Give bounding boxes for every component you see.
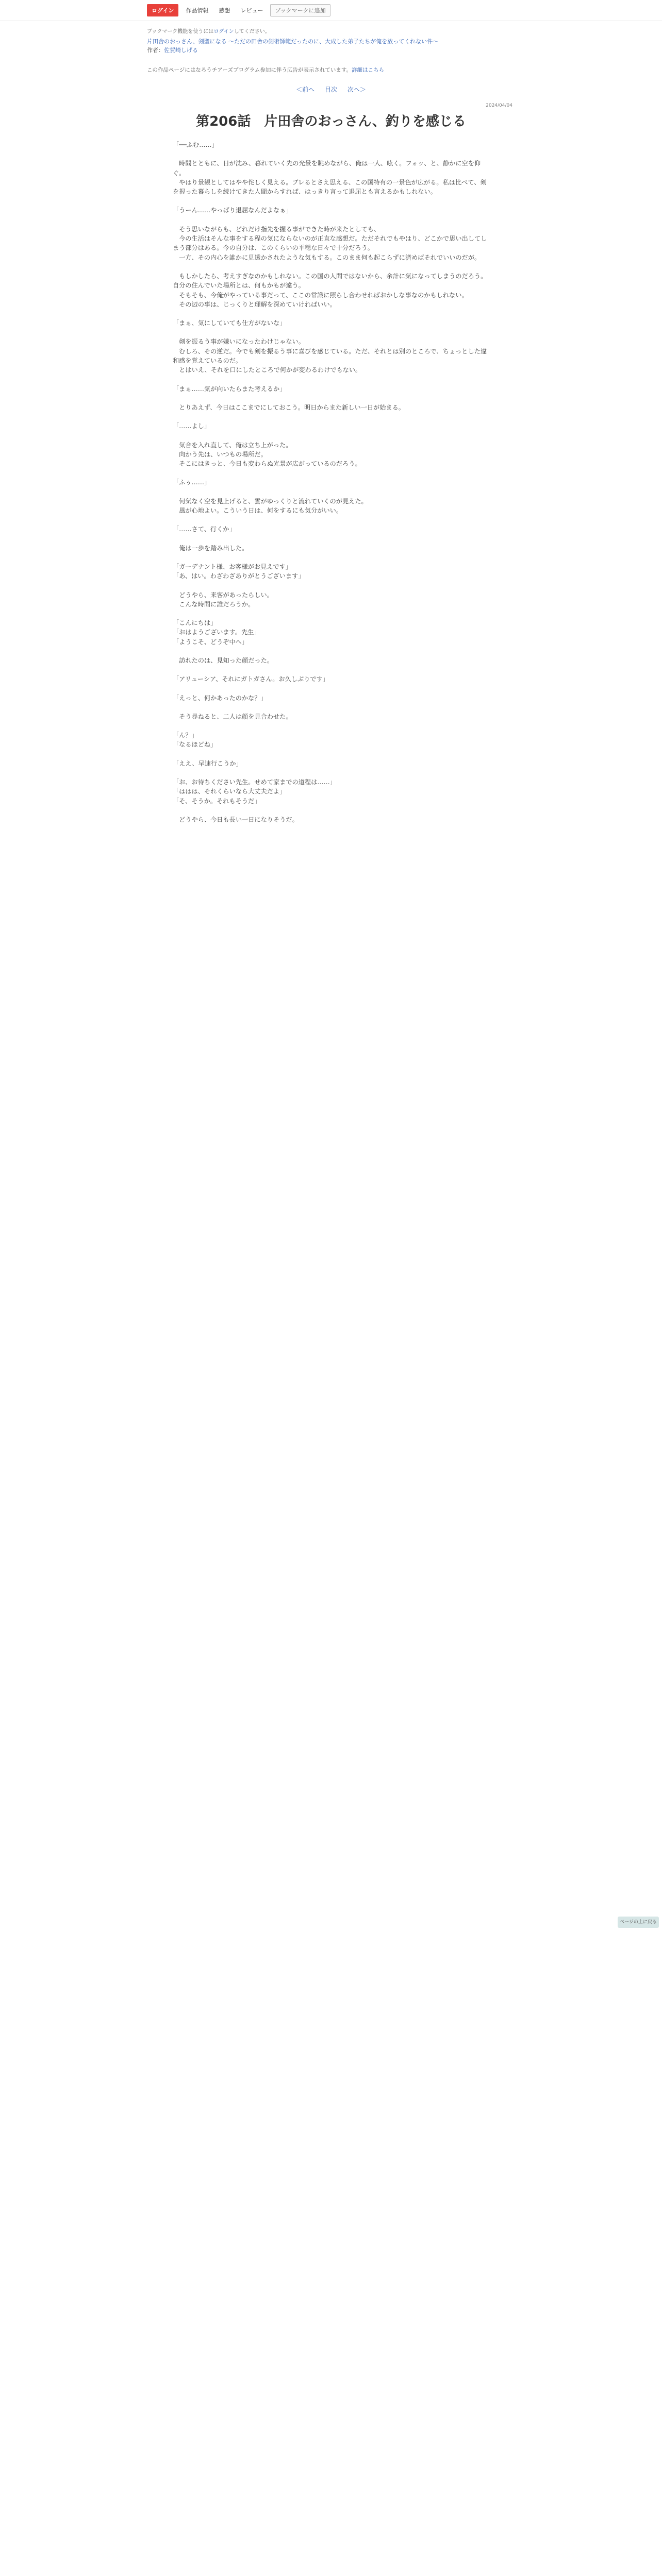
nav-impressions[interactable]: 感想 — [219, 7, 230, 14]
body-paragraph: 向かう先は、いつもの場所だ。 — [173, 450, 267, 458]
body-paragraph — [173, 515, 489, 524]
body-paragraph — [173, 703, 489, 712]
body-paragraph: 「ええ、早速行こうか」 — [173, 759, 242, 767]
body-paragraph: 「ははは、それくらいなら大丈夫だよ」 — [173, 788, 286, 795]
bookmark-login-notice: ブックマーク機能を使うにはログインしてください。 — [147, 29, 270, 35]
body-paragraph — [173, 684, 489, 693]
top-nav — [147, 4, 330, 16]
body-paragraph: とはいえ、それを口にしたところで何かが変わるわけでもない。 — [173, 366, 362, 374]
body-paragraph — [173, 647, 489, 656]
body-paragraph — [173, 196, 489, 206]
prev-link[interactable]: ＜前へ — [296, 86, 315, 93]
body-paragraph: 時間とともに、日が沈み、暮れていく先の光景を眺めながら、俺は一人、呟く。フォッ、と、静かに空を仰ぐ。 — [173, 160, 481, 177]
body-paragraph — [173, 412, 489, 421]
next-link[interactable]: 次へ＞ — [347, 86, 366, 93]
body-paragraph — [173, 468, 489, 478]
body-paragraph: 「ようこそ、どうぞ中へ」 — [173, 638, 249, 646]
body-paragraph: どうやら、来客があったらしい。 — [173, 591, 273, 599]
body-paragraph: そもそも、今俺がやっている事だって、ここの常識に照らし合わせればおかしな事なのかもしれない。 — [173, 291, 468, 299]
body-paragraph: そう尋ねると、二人は顔を見合わせた。 — [173, 713, 292, 720]
body-paragraph: 気合を入れ直して、俺は立ち上がった。 — [173, 441, 292, 449]
body-paragraph: 「まぁ、気にしていても仕方がないな」 — [173, 319, 286, 327]
body-paragraph: 「ガーデナント様、お客様がお見えです」 — [173, 563, 292, 570]
body-paragraph — [173, 768, 489, 777]
body-paragraph: 「……よし」 — [173, 422, 211, 430]
body-paragraph: やはり景観としてはやや侘しく見える。ブレるとさえ思える、この国特有の一景色が広がる。私は比べて、剣を握った暮らしを続けてきた人間からすれば、はっきり言って退屈とも言えるかもしれない。 — [173, 178, 487, 196]
body-paragraph — [173, 553, 489, 562]
body-paragraph: もしかしたら、考えすぎなのかもしれない。この国の人間ではないから、余計に気になってしまうのだろう。自分の住んでいた場所とは、何もかもが違う。 — [173, 272, 487, 290]
body-paragraph: どうやら、今日も長い一日になりそうだ。 — [173, 816, 299, 823]
body-paragraph — [173, 394, 489, 403]
chapter-title: 第206話 片田舎のおっさん、釣りを感じる — [196, 114, 466, 129]
body-paragraph — [173, 581, 489, 590]
cheers-program-notice: この作品ページにはなろうチアーズプログラム参加に伴う広告が表示されています。詳細はこちら — [147, 67, 385, 73]
body-paragraph: 「お、お待ちください先生。せめて家までの道程は……」 — [173, 778, 336, 786]
body-paragraph: 一方、その内心を誰かに見透かされたような気もする。このまま何も起こらずに済めばそれでいいのだが。 — [173, 253, 481, 261]
body-paragraph — [173, 806, 489, 815]
body-paragraph — [173, 328, 489, 337]
body-paragraph: 何気なく空を見上げると、雲がゆっくりと流れていくのが見えた。 — [173, 497, 368, 505]
chapter-body — [173, 140, 489, 824]
nav-reviews[interactable]: レビュー — [240, 7, 263, 14]
bookmark-button-top[interactable]: ブックマークに追加 — [270, 4, 330, 16]
body-paragraph: 「アリューシア、それにガトガさん。お久しぶりです」 — [173, 675, 329, 683]
body-paragraph — [173, 309, 489, 318]
body-paragraph: その辺の事は、じっくりと理解を深めていければいい。 — [173, 300, 336, 308]
body-paragraph — [173, 431, 489, 440]
body-paragraph — [173, 534, 489, 544]
body-paragraph — [173, 750, 489, 759]
publish-date: 2024/04/04 — [486, 103, 512, 108]
body-paragraph: 「そ、そうか。それもそうだ」 — [173, 797, 261, 805]
body-paragraph: 「ふぅ……」 — [173, 479, 211, 486]
body-paragraph — [173, 375, 489, 384]
body-paragraph — [173, 609, 489, 618]
body-paragraph: 風が心地よい。こういう日は、何をするにも気分がいい。 — [173, 507, 343, 515]
top-bar — [0, 0, 662, 21]
login-link[interactable]: ログイン — [213, 29, 234, 35]
details-link[interactable]: 詳細はこちら — [352, 67, 385, 73]
body-paragraph: 「おはようございます。先生」 — [173, 629, 260, 636]
login-button[interactable]: ログイン — [147, 4, 178, 16]
pager-top — [0, 85, 662, 94]
body-paragraph: そう思いながらも、どれだけ指先を握る事ができた時が来たとしても、 — [173, 225, 380, 233]
body-paragraph: そこにはきっと、今日も変わらぬ光景が広がっているのだろう。 — [173, 460, 361, 468]
back-to-top-button[interactable]: ページの上に戻る — [618, 1917, 659, 1928]
body-paragraph — [173, 262, 489, 272]
author-link[interactable]: 佐賀崎しげる — [164, 47, 198, 54]
novel-title-link[interactable]: 片田舎のおっさん、剣聖になる ～ただの田舎の剣術師範だったのに、大成した弟子たちが俺を放ってくれない件～ — [147, 38, 439, 45]
author-label: 作者： — [147, 47, 164, 54]
body-paragraph: 「うーん……やっぱり退屈なんだよなぁ」 — [173, 207, 292, 214]
body-paragraph — [173, 487, 489, 497]
body-paragraph: 剣を振るう事が嫌いになったわけじゃない。 — [173, 338, 305, 346]
body-paragraph: 今の生活はそんな事をする程の気にならないのが正直な感想だ。ただそれでもやはり、どこかで思い出してしまう部分はある。今の自分は、このくらいの平穏な日々で十分だろう。 — [173, 235, 487, 252]
body-paragraph — [173, 721, 489, 731]
body-paragraph: 訪れたのは、見知った顔だった。 — [173, 656, 273, 664]
body-paragraph: 俺は一歩を踏み出した。 — [173, 544, 249, 552]
toc-link[interactable]: 目次 — [324, 86, 337, 93]
body-paragraph: 「まぁ……気が向いたらまた考えるか」 — [173, 385, 286, 393]
body-paragraph: 「……さて、行くか」 — [173, 526, 236, 533]
novel-header — [147, 37, 516, 55]
body-paragraph: 「えっと、何かあったのかな？」 — [173, 694, 267, 702]
body-paragraph: とりあえず、今日はここまでにしておこう。明日からまた新しい一日が始まる。 — [173, 403, 405, 411]
body-paragraph: こんな時間に誰だろうか。 — [173, 600, 255, 608]
body-paragraph: むしろ、その逆だ。今でも剣を振るう事に喜びを感じている。ただ、それとは別のところで、ちょっとした違和感を覚えているのだ。 — [173, 347, 487, 365]
body-paragraph — [173, 665, 489, 674]
body-paragraph: 「なるほどね」 — [173, 741, 217, 749]
body-paragraph — [173, 215, 489, 225]
body-paragraph: 「──ふむ……」 — [173, 141, 218, 148]
body-paragraph: 「こんにちは」 — [173, 619, 217, 627]
nav-novel-info[interactable]: 作品情報 — [186, 7, 209, 14]
body-paragraph: 「ん？」 — [173, 732, 198, 739]
body-paragraph: 「あ、はい。わざわざありがとうございます」 — [173, 572, 305, 580]
body-paragraph — [173, 149, 489, 159]
